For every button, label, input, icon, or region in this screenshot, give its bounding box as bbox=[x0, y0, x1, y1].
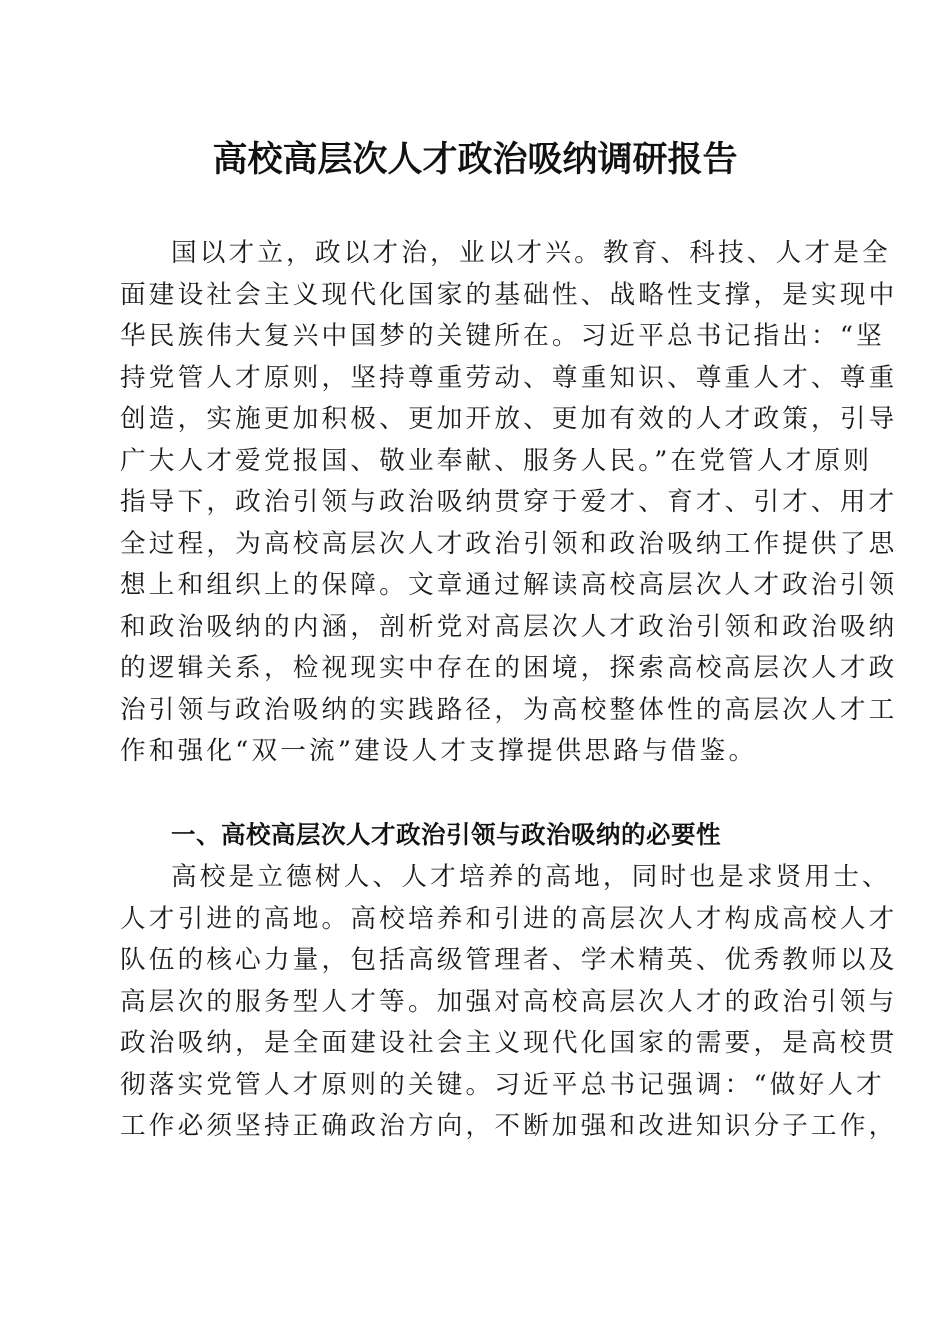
intro-paragraph bbox=[120, 233, 898, 773]
paragraph-line: 华民族伟大复兴中国梦的关键所在。习近平总书记指出：“坚 bbox=[120, 321, 885, 351]
paragraph-line: 工作必须坚持正确政治方向，不断加强和改进知识分子工作， bbox=[120, 1111, 898, 1141]
paragraph-line: 政治吸纳，是全面建设社会主义现代化国家的需要，是高校贯 bbox=[120, 1028, 898, 1058]
paragraph-line: 高层次的服务型人才等。加强对高校高层次人才的政治引领与 bbox=[120, 986, 898, 1017]
paragraph-line: 和政治吸纳的内涵，剖析党对高层次人才政治引领和政治吸纳 bbox=[120, 611, 898, 642]
paragraph-line: 全过程，为高校高层次人才政治引领和政治吸纳工作提供了思 bbox=[120, 528, 898, 559]
paragraph-line: 人才引进的高地。高校培养和引进的高层次人才构成高校人才 bbox=[120, 903, 898, 934]
paragraph-line: 的逻辑关系，检视现实中存在的困境，探索高校高层次人才政 bbox=[120, 653, 898, 683]
paragraph-line: 持党管人才原则，坚持尊重劳动、尊重知识、尊重人才、尊重 bbox=[120, 362, 898, 393]
paragraph-line: 指导下，政治引领与政治吸纳贯穿于爱才、育才、引才、用才 bbox=[120, 487, 898, 517]
paragraph-line: 高校是立德树人、人才培养的高地，同时也是求贤用士、 bbox=[171, 862, 891, 892]
paragraph-line: 面建设社会主义现代化国家的基础性、战略性支撑，是实现中 bbox=[120, 279, 898, 310]
paragraph-line: 广大人才爱党报国、敬业奉献、服务人民。”在党管人才原则 bbox=[120, 445, 873, 476]
section1-paragraph bbox=[120, 857, 898, 1148]
paragraph-line: 彻落实党管人才原则的关键。习近平总书记强调：“做好人才 bbox=[120, 1069, 885, 1100]
paragraph-line: 创造，实施更加积极、更加开放、更加有效的人才政策，引导 bbox=[120, 404, 898, 434]
paragraph-line: 想上和组织上的保障。文章通过解读高校高层次人才政治引领 bbox=[120, 570, 898, 600]
document-title: 高校高层次人才政治吸纳调研报告 bbox=[212, 139, 738, 180]
paragraph-line: 队伍的核心力量，包括高级管理者、学术精英、优秀教师以及 bbox=[120, 945, 898, 975]
paragraph-line: 作和强化“双一流”建设人才支撑提供思路与借鉴。 bbox=[120, 736, 758, 766]
paragraph-line: 治引领与政治吸纳的实践路径，为高校整体性的高层次人才工 bbox=[120, 694, 898, 725]
paragraph-line: 国以才立，政以才治，业以才兴。教育、科技、人才是全 bbox=[171, 238, 891, 268]
section-heading: 一、高校高层次人才政治引领与政治吸纳的必要性 bbox=[171, 820, 721, 849]
